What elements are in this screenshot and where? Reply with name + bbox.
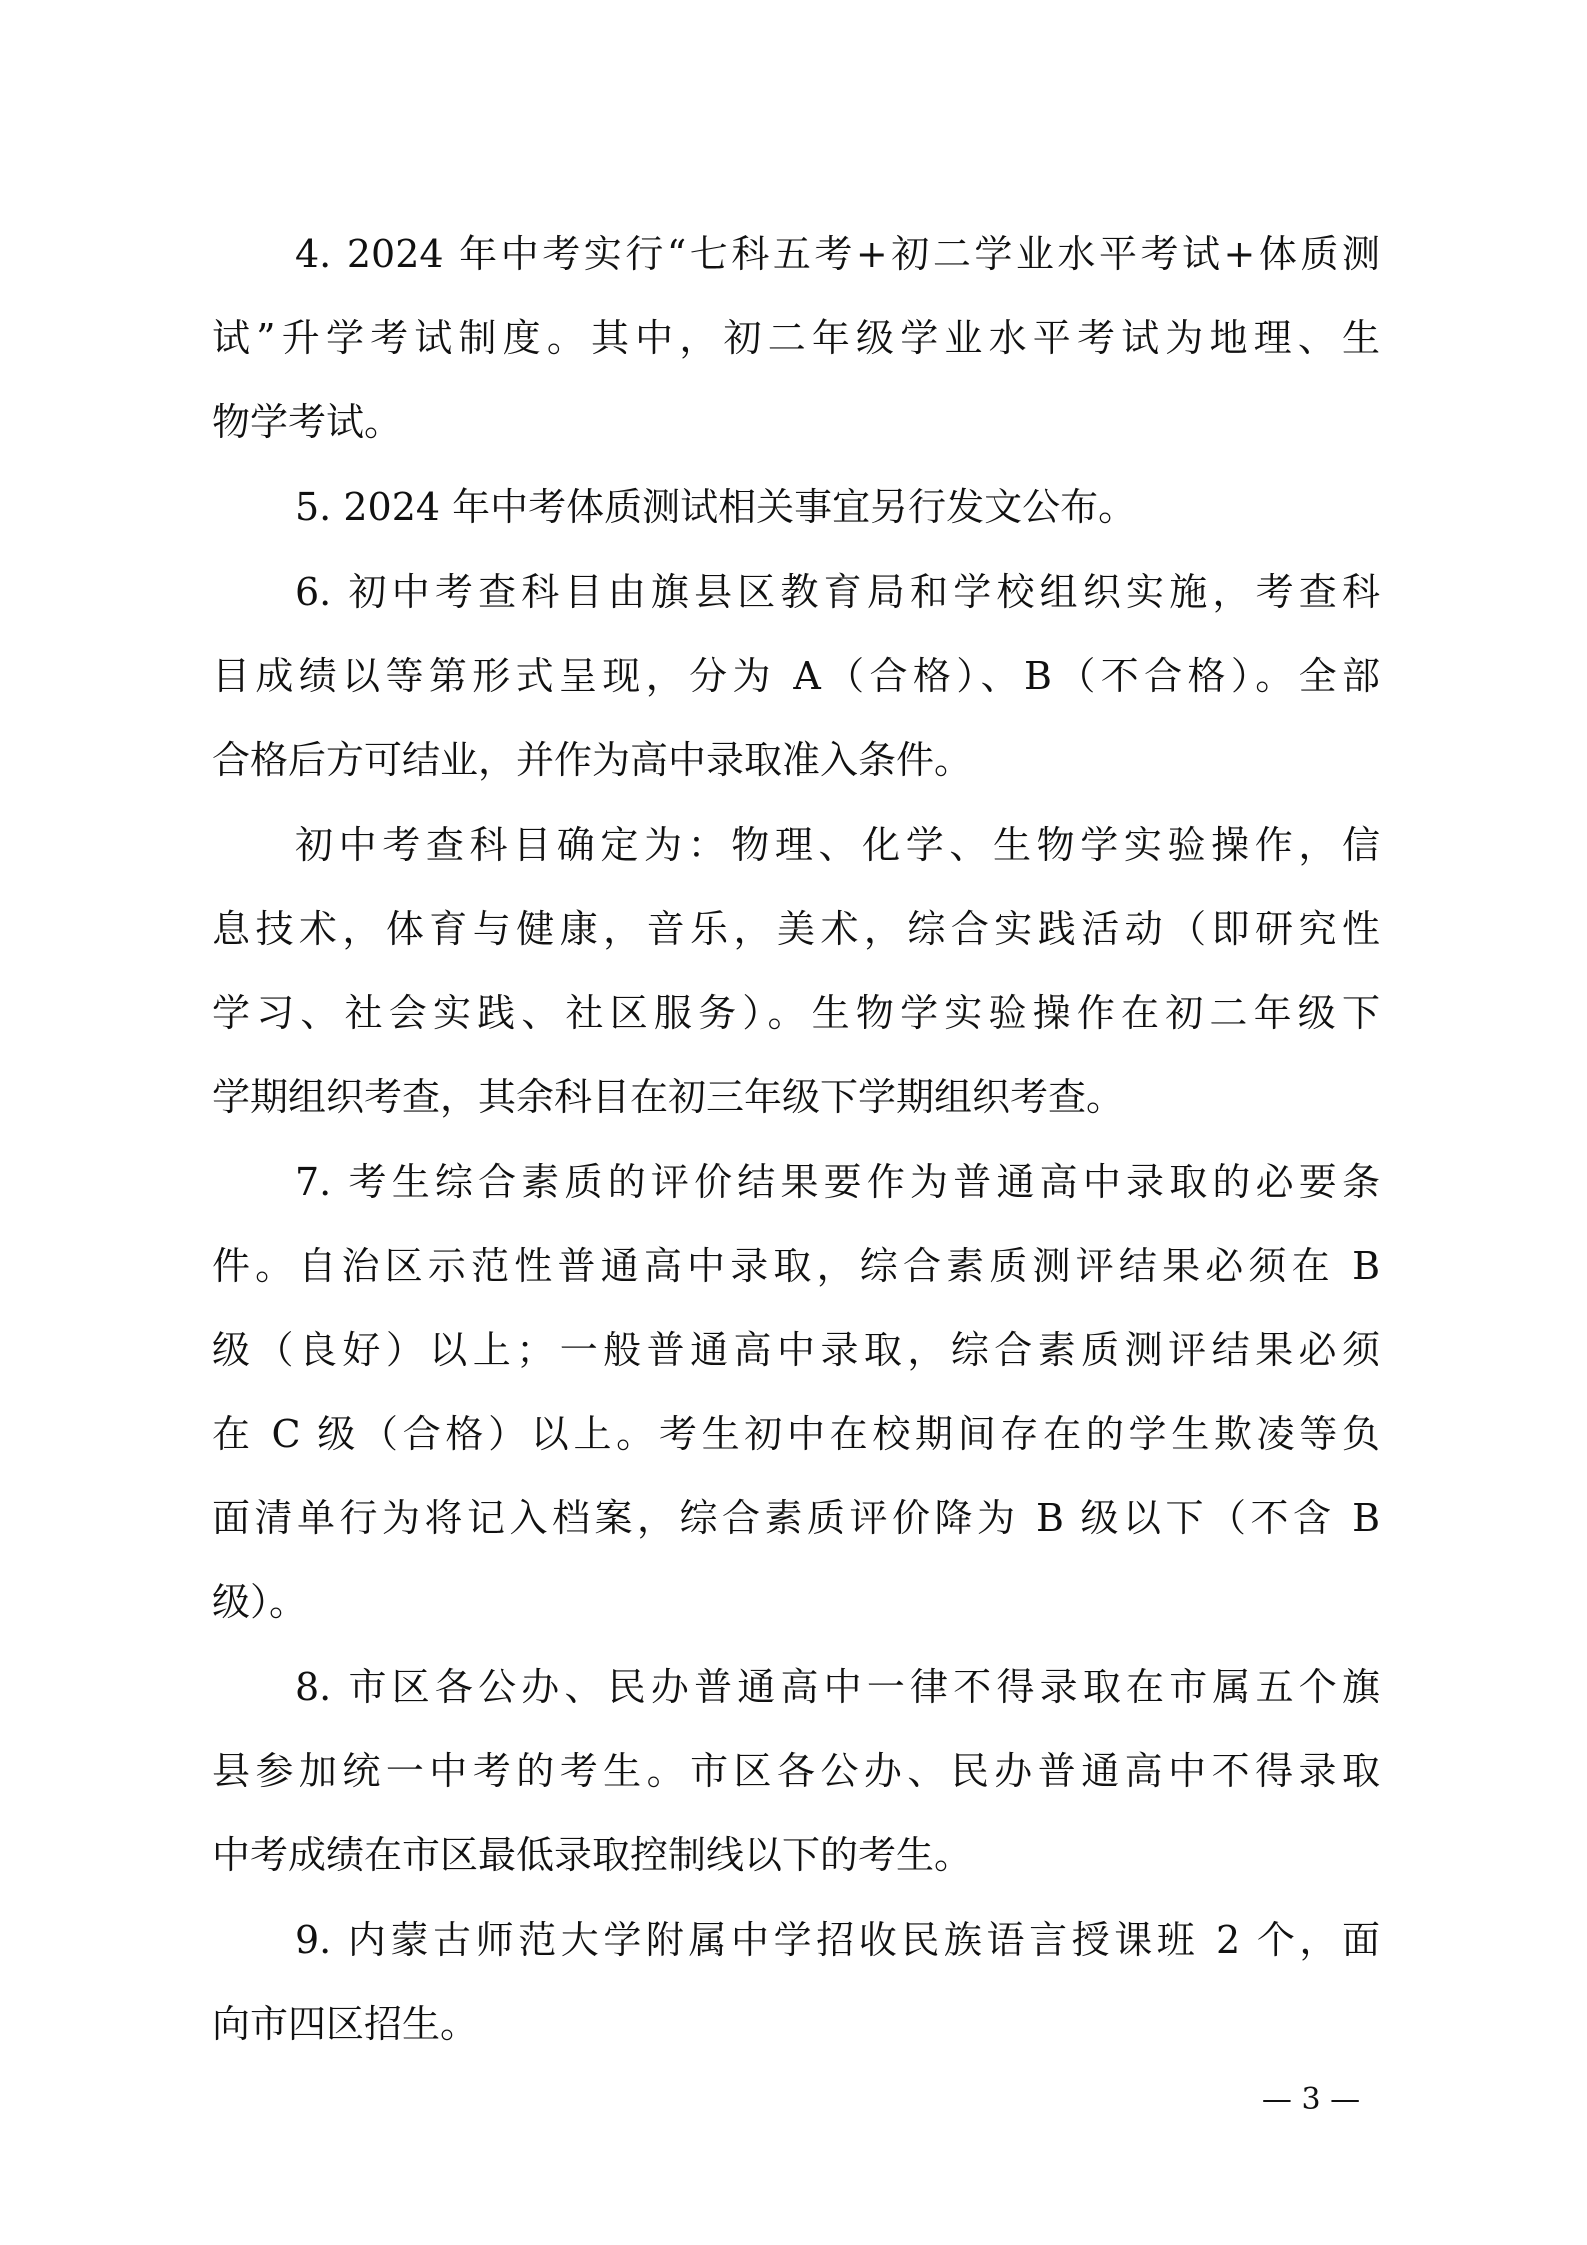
text-line: 目成绩以等第形式呈现，分为 A（合格）、B（不合格）。全部 xyxy=(212,654,1380,698)
paragraph-item-9 xyxy=(212,1898,1380,2066)
text-line: 息技术，体育与健康，音乐，美术，综合实践活动（即研究性 xyxy=(212,907,1380,951)
paragraph-inspection-subjects xyxy=(212,803,1380,1139)
page-number: — 3 — xyxy=(1261,2082,1361,2117)
text-line: 学期组织考查，其余科目在初三年级下学期组织考查。 xyxy=(212,1075,1125,1119)
text-line: 4. 2024 年中考实行“七科五考+初二学业水平考试+体质测 xyxy=(295,232,1380,276)
text-line: 学习、社会实践、社区服务）。生物学实验操作在初二年级下 xyxy=(212,991,1380,1035)
text-line: 物学考试。 xyxy=(212,400,403,444)
text-line: 级（良好）以上；一般普通高中录取，综合素质测评结果必须 xyxy=(212,1328,1380,1372)
text-line: 向市四区招生。 xyxy=(212,2002,479,2046)
text-line: 8. 市区各公办、民办普通高中一律不得录取在市属五个旗 xyxy=(295,1665,1380,1709)
text-line: 中考成绩在市区最低录取控制线以下的考生。 xyxy=(212,1833,973,1877)
paragraph-item-7 xyxy=(212,1140,1380,1644)
text-line: 7. 考生综合素质的评价结果要作为普通高中录取的必要条 xyxy=(295,1160,1380,1204)
text-line: 初中考查科目确定为：物理、化学、生物学实验操作，信 xyxy=(295,823,1380,867)
paragraph-item-6 xyxy=(212,550,1380,802)
text-line: 在 C 级（合格）以上。考生初中在校期间存在的学生欺凌等负 xyxy=(212,1412,1380,1456)
text-line: 级）。 xyxy=(212,1580,308,1624)
text-line: 试”升学考试制度。其中，初二年级学业水平考试为地理、生 xyxy=(212,316,1380,360)
text-line: 合格后方可结业，并作为高中录取准入条件。 xyxy=(212,738,973,782)
text-line: 6. 初中考查科目由旗县区教育局和学校组织实施，考查科 xyxy=(295,570,1380,614)
text-line: 县参加统一中考的考生。市区各公办、民办普通高中不得录取 xyxy=(212,1749,1380,1793)
document-body xyxy=(212,212,1380,2067)
text-line: 面清单行为将记入档案，综合素质评价降为 B 级以下（不含 B xyxy=(212,1496,1380,1540)
paragraph-item-5 xyxy=(212,465,1380,549)
text-line: 9. 内蒙古师范大学附属中学招收民族语言授课班 2 个，面 xyxy=(295,1918,1380,1962)
paragraph-item-4 xyxy=(212,212,1380,464)
paragraph-item-8 xyxy=(212,1645,1380,1897)
text-line: 件。自治区示范性普通高中录取，综合素质测评结果必须在 B xyxy=(212,1244,1380,1288)
text-line: 5. 2024 年中考体质测试相关事宜另行发文公布。 xyxy=(295,485,1137,529)
